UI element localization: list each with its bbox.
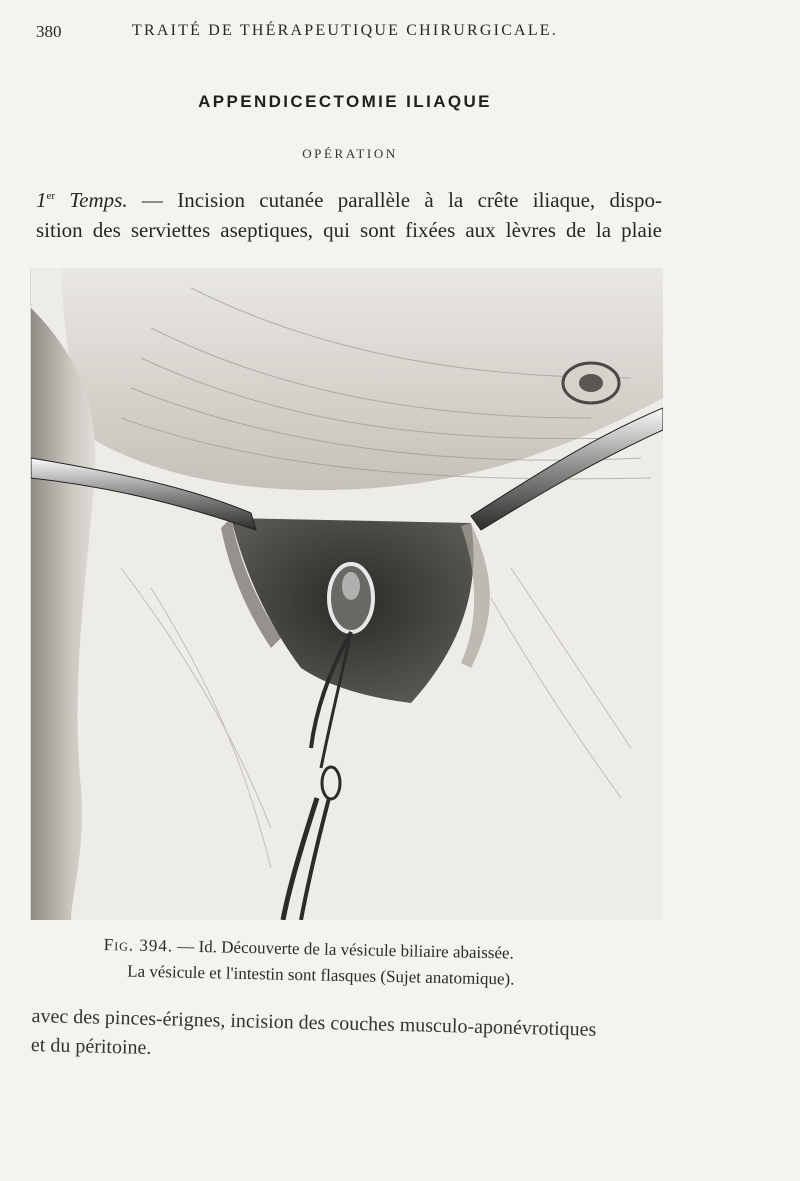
paragraph-continuation [31,1002,672,1076]
continuation-line-2: et du péritoine. [30,1033,152,1059]
figure-label: Fig. 394. [103,934,174,956]
step-number: 1 [36,188,47,212]
page-number: 380 [36,22,62,41]
illustration-drawing [31,268,663,920]
paragraph-line-2: sition des serviettes aseptiques, qui sont fixées aux lèvres de la plaie [36,218,662,242]
figure-caption [103,932,604,994]
paragraph-line-1: — Incision cutanée parallèle à la crête iliaque, dispo- [127,188,662,212]
step-label [36,188,128,212]
running-head [36,22,596,46]
surgical-illustration [30,268,663,920]
caption-line-2: La vésicule et l'intestin sont flasques (Sujet anatomique). [126,961,515,989]
paragraph-first-step [36,181,662,245]
step-word: Temps. [69,188,128,212]
continuation-line-1: avec des pinces-érignes, incision des couches musculo-aponévrotiques [31,1004,597,1041]
section-title: APPENDICECTOMIE ILIAQUE [198,92,492,111]
caption-text-1: — Id. Découverte de la vésicule biliaire abaissée. [172,936,515,963]
subsection-title: OPÉRATION [302,146,398,161]
step-superscript: er [46,190,56,202]
running-title: TRAITÉ DE THÉRAPEUTIQUE CHIRURGICALE. [132,22,558,39]
umbilicus [563,363,619,403]
